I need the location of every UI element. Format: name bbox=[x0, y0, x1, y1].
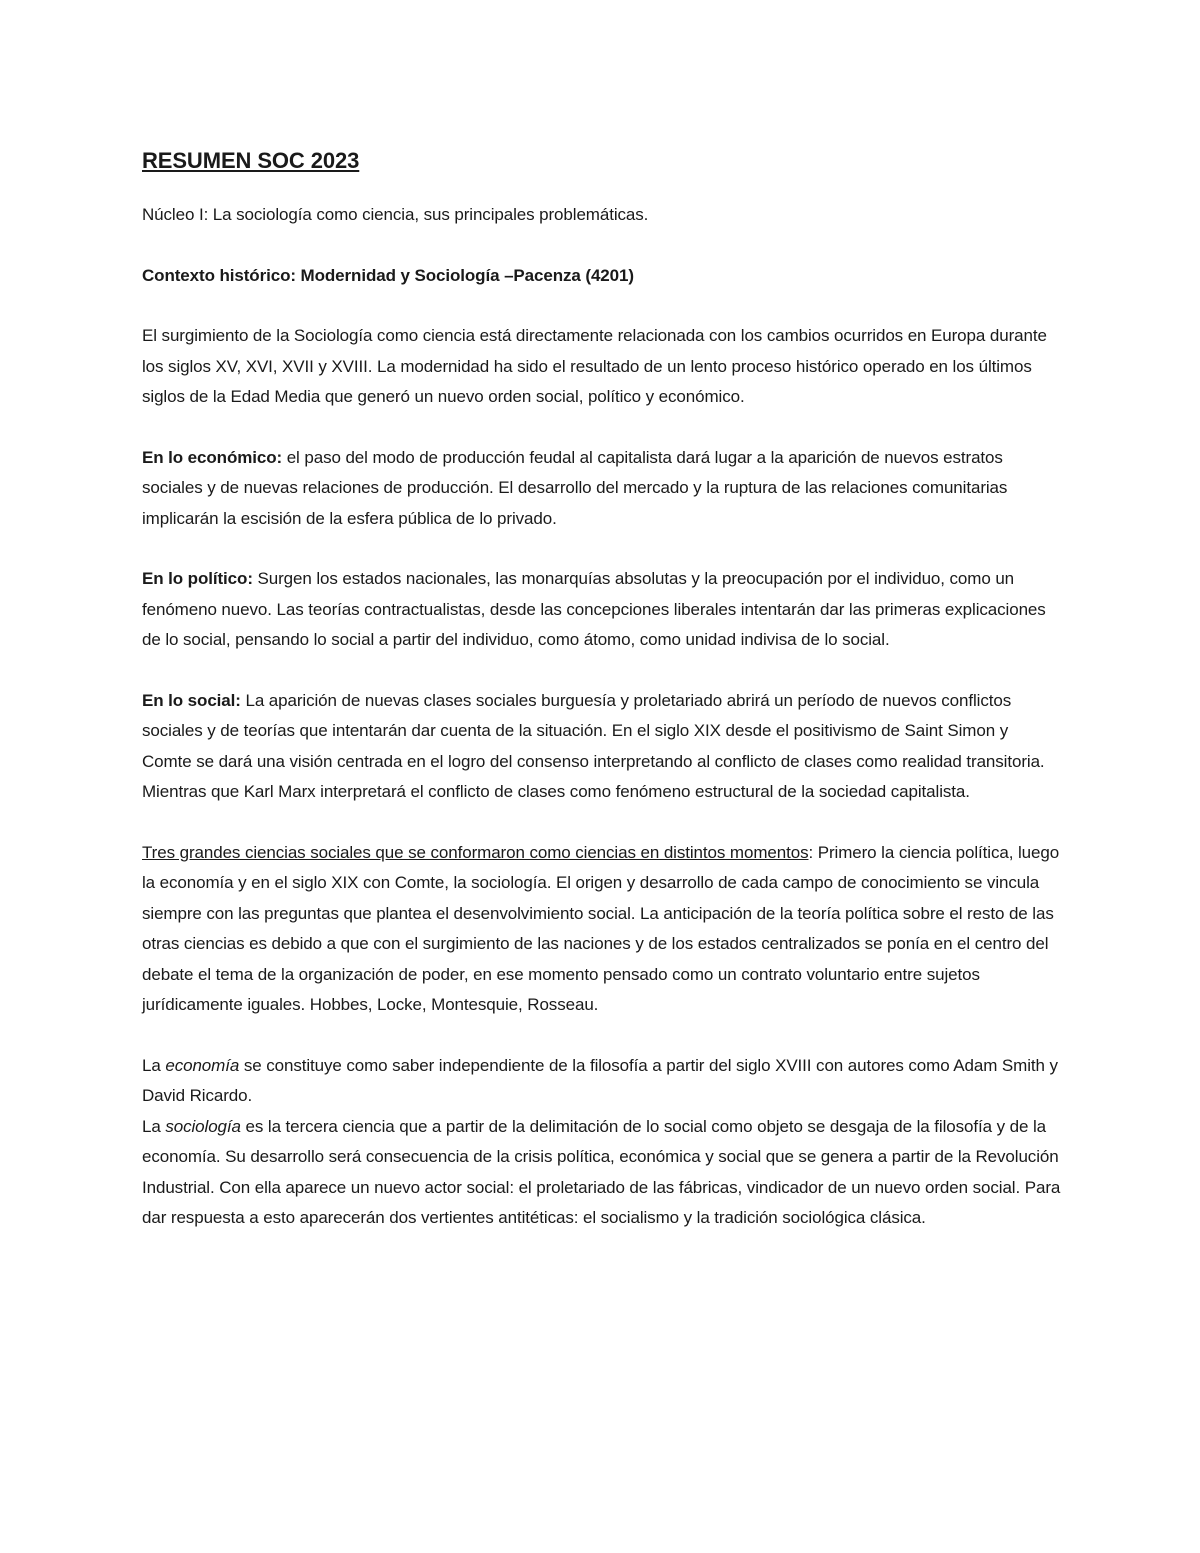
social-lead: En lo social: bbox=[142, 690, 241, 710]
economy-prefix: La bbox=[142, 1055, 166, 1075]
political-lead: En lo político: bbox=[142, 569, 253, 588]
social-paragraph bbox=[142, 686, 1062, 808]
nucleo-line: Núcleo I: La sociología como ciencia, sus principales problemáticas. bbox=[142, 205, 649, 224]
political-paragraph bbox=[142, 564, 1062, 656]
economy-paragraph bbox=[142, 1051, 1062, 1112]
sociology-paragraph bbox=[142, 1112, 1062, 1234]
document-body bbox=[142, 144, 1062, 1264]
sciences-lead: Tres grandes ciencias sociales que se conformaron como ciencias en distintos momentos bbox=[142, 842, 809, 862]
sociology-text: es la tercera ciencia que a partir de la delimitación de lo social como objeto se desgaja de la filosofía y de la economía. Su desarrollo será consecuencia de la crisis política, económica y social que se genera a partir de la Revolución Industrial. Con ella aparece un nuevo actor social: el proletariado de las fábricas, vindicador de un nuevo orden social. Para dar respuesta a esto aparecerán dos vertientes antitéticas: el socialismo y la tradición sociológica clásica. bbox=[142, 1116, 1061, 1227]
sciences-text: : Primero la ciencia política, luego la economía y en el siglo XIX con Comte, la sociología. El origen y desarrollo de cada campo de conocimiento se vincula siempre con las preguntas que plantea el desenvolvimiento social. La anticipación de la teoría política sobre el resto de las otras ciencias es debido a que con el surgimiento de las naciones y de los estados centralizados se ponía en el centro del debate el tema de la organización de poder, en ese momento pensado como un contrato voluntario entre sujetos jurídicamente iguales. Hobbes, Locke, Montesquie, Rosseau. bbox=[142, 842, 1060, 1014]
sociology-prefix: La bbox=[142, 1116, 166, 1136]
social-text: La aparición de nuevas clases sociales burguesía y proletariado abrirá un período de nuevos conflictos sociales y de teorías que intentarán dar cuenta de la situación. En el siglo XIX desde el positivismo de Saint Simon y Comte se dará una visión centrada en el logro del consenso interpretando al conflicto de clases como realidad transitoria. Mientras que Karl Marx interpretará el conflicto de clases como fenómeno estructural de la sociedad capitalista. bbox=[142, 690, 1045, 801]
sociology-term: sociología bbox=[165, 1116, 241, 1136]
context-heading: Contexto histórico: Modernidad y Sociología –Pacenza (4201) bbox=[142, 265, 634, 285]
economic-lead: En lo económico: bbox=[142, 447, 283, 467]
economy-term: economía bbox=[165, 1055, 240, 1075]
intro-paragraph: El surgimiento de la Sociología como ciencia está directamente relacionada con los cambios ocurridos en Europa durante los siglos XV, XVI, XVII y XVIII. La modernidad ha sido el resultado de un lento proceso histórico operado en los últimos siglos de la Edad Media que generó un nuevo orden social, político y económico. bbox=[142, 326, 1047, 406]
economic-paragraph bbox=[142, 443, 1062, 535]
sciences-paragraph bbox=[142, 838, 1062, 1021]
political-text: Surgen los estados nacionales, las monarquías absolutas y la preocupación por el individuo, como un fenómeno nuevo. Las teorías contractualistas, desde las concepciones liberales intentarán dar las primeras explicaciones de lo social, pensando lo social a partir del individuo, como átomo, como unidad indivisa de lo social. bbox=[142, 569, 1046, 649]
economy-text: se constituye como saber independiente de la filosofía a partir del siglo XVIII con autores como Adam Smith y David Ricardo. bbox=[142, 1055, 1058, 1105]
document-title: RESUMEN SOC 2023 bbox=[142, 148, 360, 173]
economic-text: el paso del modo de producción feudal al capitalista dará lugar a la aparición de nuevos estratos sociales y de nuevas relaciones de producción. El desarrollo del mercado y la ruptura de las relaciones comunitarias implicarán la escisión de la esfera pública de lo privado. bbox=[142, 447, 1008, 528]
